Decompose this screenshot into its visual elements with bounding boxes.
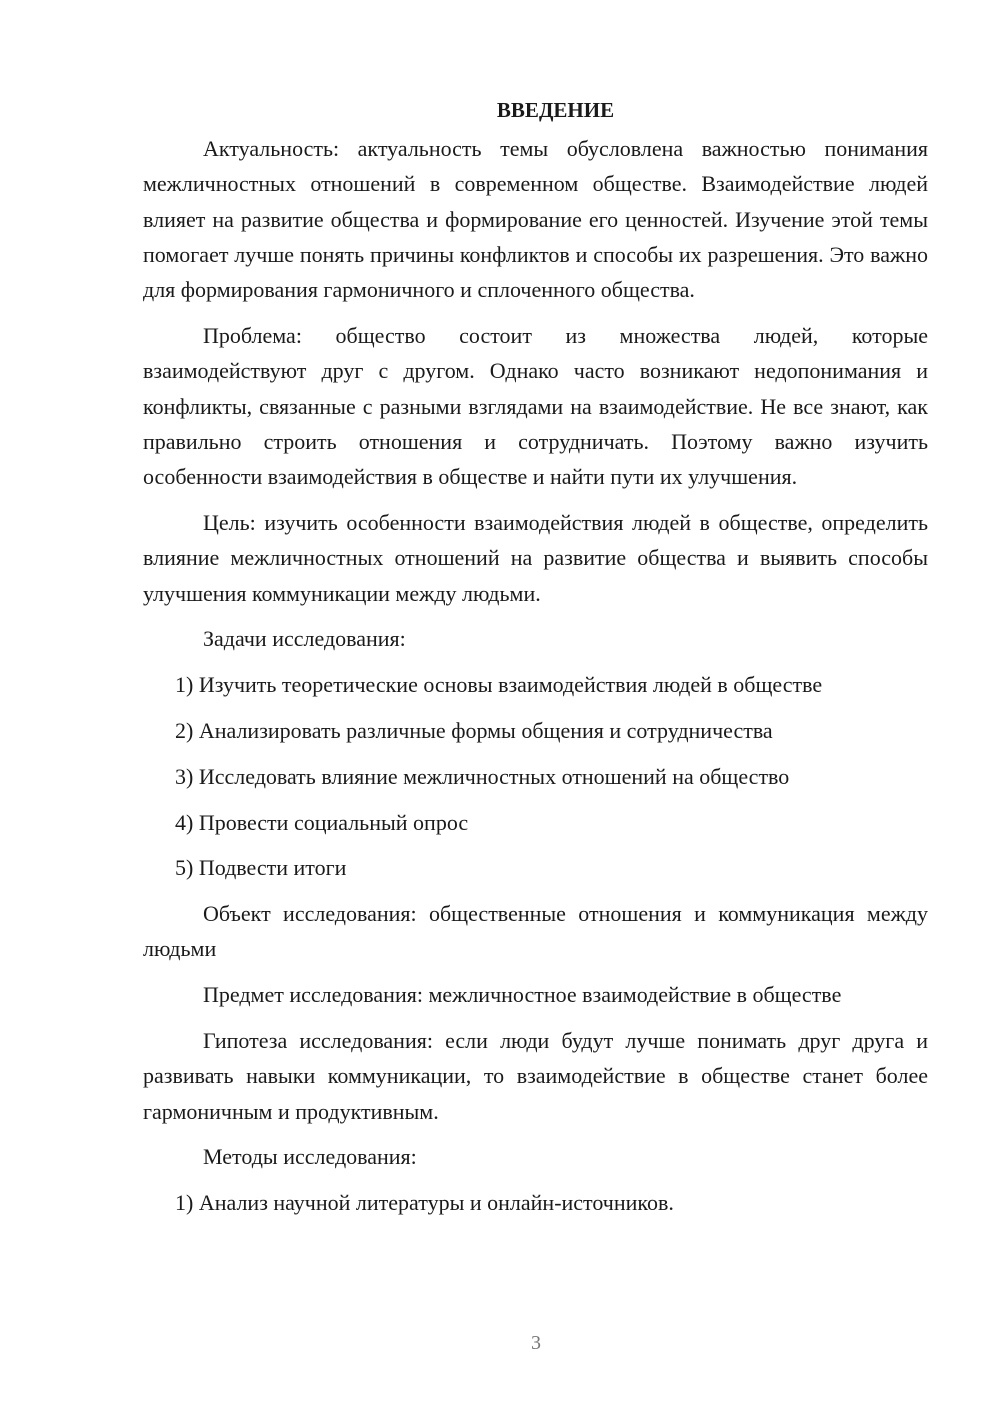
paragraph-object: Объект исследования: общественные отношения и коммуникация между людьми	[143, 901, 928, 962]
paragraph-problem: Проблема: общество состоит из множества людей, которые взаимодействуют друг с другом. Однако часто возникают недопонимания и конфликты, связанные с разными взглядами на взаимодействие. Не все знают, как правильно строить отношения и сотрудничать. Поэтому важно изучить особенности взаимодействия в обществе и найти пути их улучшения.	[143, 322, 928, 490]
list-item: 4) Провести социальный опрос	[175, 809, 469, 835]
tasks-list	[143, 667, 928, 885]
methods-title: Методы исследования:	[203, 1144, 417, 1170]
list-item: 1) Изучить теоретические основы взаимодействия людей в обществе	[175, 672, 823, 698]
list-item: 3) Исследовать влияние межличностных отношений на общество	[175, 763, 790, 789]
page-number: 3	[531, 1332, 541, 1354]
paragraph-subject: Предмет исследования: межличностное взаимодействие в обществе	[203, 982, 842, 1008]
list-item: 1) Анализ научной литературы и онлайн-источников.	[175, 1190, 674, 1216]
paragraph-relevance: Актуальность: актуальность темы обусловлена важностью понимания межличностных отношений в современном обществе. Взаимодействие людей влияет на развитие общества и формирование его ценностей. Изучение этой темы помогает лучше понять причины конфликтов и способы их разрешения. Это важно для формирования гармоничного и сплоченного общества.	[143, 136, 928, 303]
paragraph-goal: Цель: изучить особенности взаимодействия людей в обществе, определить влияние межличностных отношений на развитие общества и выявить способы улучшения коммуникации между людьми.	[143, 509, 928, 606]
list-item: 5) Подвести итоги	[175, 855, 347, 881]
tasks-title: Задачи исследования:	[203, 626, 406, 652]
methods-list	[143, 1185, 928, 1220]
paragraph-hypothesis: Гипотеза исследования: если люди будут лучше понимать друг друга и развивать навыки коммуникации, то взаимодействие в обществе станет более гармоничным и продуктивным.	[143, 1028, 928, 1124]
page-content	[143, 95, 928, 1231]
list-item: 2) Анализировать различные формы общения и сотрудничества	[175, 717, 773, 743]
section-heading: ВВЕДЕНИЕ	[496, 98, 615, 122]
